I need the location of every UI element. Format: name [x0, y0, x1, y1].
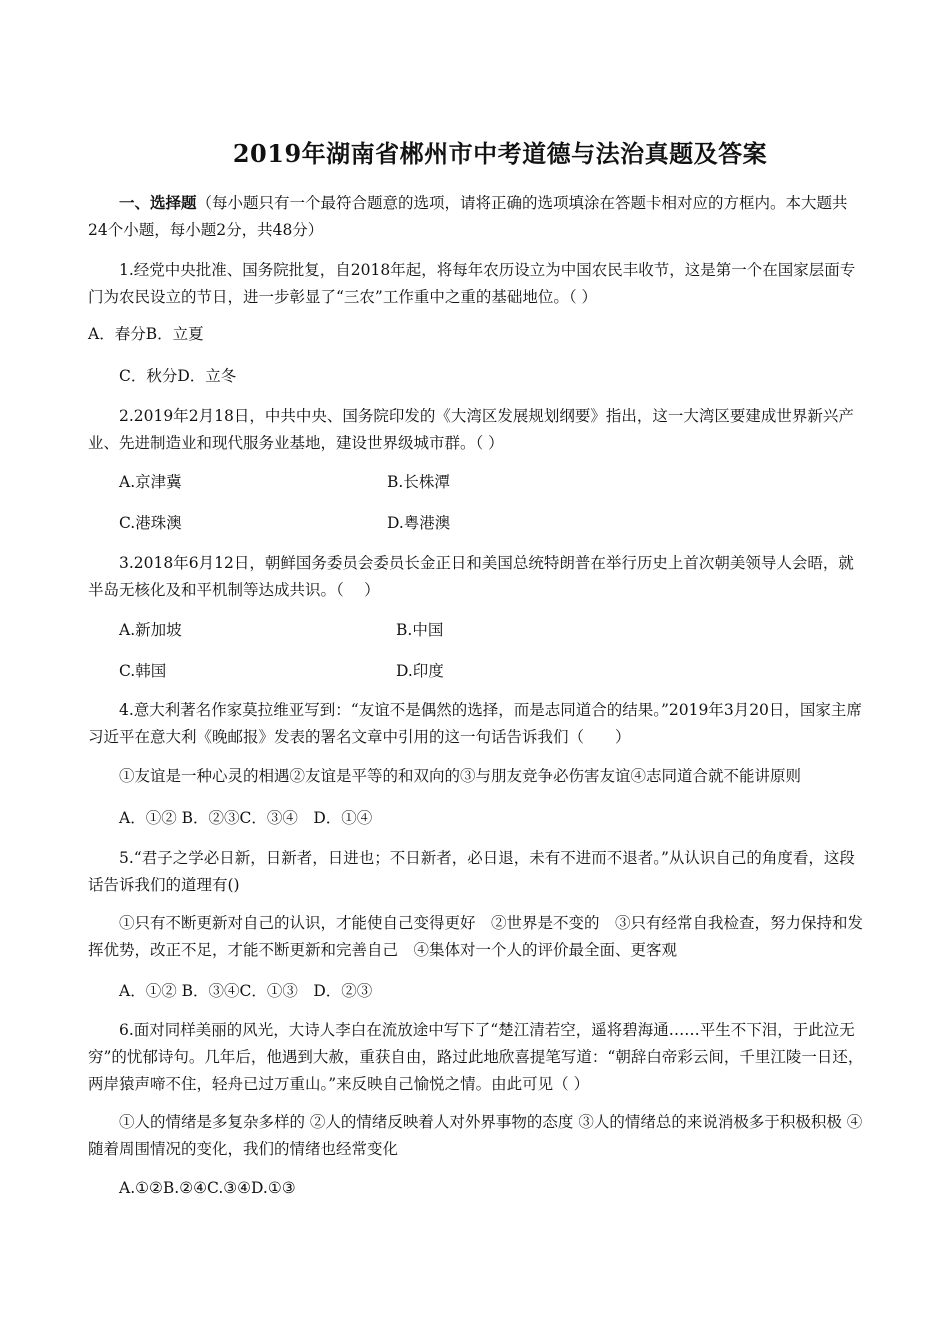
question-5-stem: 5.“君子之学必日新，日新者，日进也；不日新者，必日退，未有不进而不退者。”从认识自己的角度看，这段话告诉我们的道理有(): [88, 849, 855, 894]
question-2-option-c: C.港珠澳: [119, 514, 182, 532]
question-1-options-ab: A．春分B．立夏: [88, 325, 204, 343]
page-title: 2019年湖南省郴州市中考道德与法治真题及答案: [232, 139, 768, 168]
question-6-items: ①人的情绪是多复杂多样的 ②人的情绪反映着人对外界事物的态度 ③人的情绪总的来说消极多于积极积极 ④随着周围情况的变化，我们的情绪也经常变化: [88, 1113, 863, 1158]
question-5-options: A．①② B．③④C．①③ D．②③: [119, 982, 373, 1000]
question-1-stem: 1.经党中央批准、国务院批复，自2018年起，将每年农历设立为中国农民丰收节，这是第一个在国家层面专门为农民设立的节日，进一步彰显了“三农”工作重中之重的基础地位。（ ）: [88, 261, 856, 306]
question-6-options: A.①②B.②④C.③④D.①③: [119, 1179, 296, 1197]
question-4-items: ①友谊是一种心灵的相遇②友谊是平等的和双向的③与朋友竞争必伤害友谊④志同道合就不能讲原则: [119, 767, 802, 785]
question-4-stem: 4.意大利著名作家莫拉维亚写到：“友谊不是偶然的选择，而是志同道合的结果。”2019年3月20日，国家主席习近平在意大利《晚邮报》发表的署名文章中引用的这一句话告诉我们（ ）: [88, 701, 862, 746]
question-3-option-d: D.印度: [396, 662, 444, 680]
question-2-option-a: A.京津冀: [119, 473, 182, 491]
question-1-options-cd: C．秋分D．立冬: [119, 367, 237, 385]
question-2-option-d: D.粤港澳: [387, 514, 451, 532]
question-3-option-b: B.中国: [396, 621, 444, 639]
section-note: （每小题只有一个最符合题意的选项，请将正确的选项填涂在答题卡相对应的方框内。本大题共24个小题，每小题2分，共48分）: [88, 194, 848, 239]
question-3-stem: 3.2018年6月12日，朝鲜国务委员会委员长金正日和美国总统特朗普在举行历史上首次朝美领导人会晤，就半岛无核化及和平机制等达成共识。（ ）: [88, 554, 854, 599]
question-2-option-b: B.长株潭: [387, 473, 450, 491]
question-2-stem: 2.2019年2月18日，中共中央、国务院印发的《大湾区发展规划纲要》指出，这一大湾区要建成世界新兴产业、先进制造业和现代服务业基地，建设世界级城市群。（ ）: [88, 407, 854, 452]
section-intro: [88, 189, 864, 244]
question-5-items: ①只有不断更新对自己的认识，才能使自己变得更好 ②世界是不变的 ③只有经常自我检查，努力保持和发挥优势，改正不足，才能不断更新和完善自己 ④集体对一个人的评价最全面、更客观: [88, 914, 864, 959]
question-6-stem: 6.面对同样美丽的风光，大诗人李白在流放途中写下了“楚江清若空，遥将碧海通……平生不下泪，于此泣无穷”的忧郁诗句。几年后，他遇到大赦，重获自由，路过此地欣喜提笔写道：“朝辞白帝彩云间，千里江陵一日还，两岸猿声啼不住，轻舟已过万重山。”来反映自己愉悦之情。由此可见（ ）: [88, 1021, 864, 1093]
question-4-options: A．①② B．②③C．③④ D．①④: [119, 809, 373, 827]
section-heading: 一、选择题: [119, 193, 197, 212]
question-3-option-c: C.韩国: [119, 662, 167, 680]
question-3-option-a: A.新加坡: [119, 621, 182, 639]
